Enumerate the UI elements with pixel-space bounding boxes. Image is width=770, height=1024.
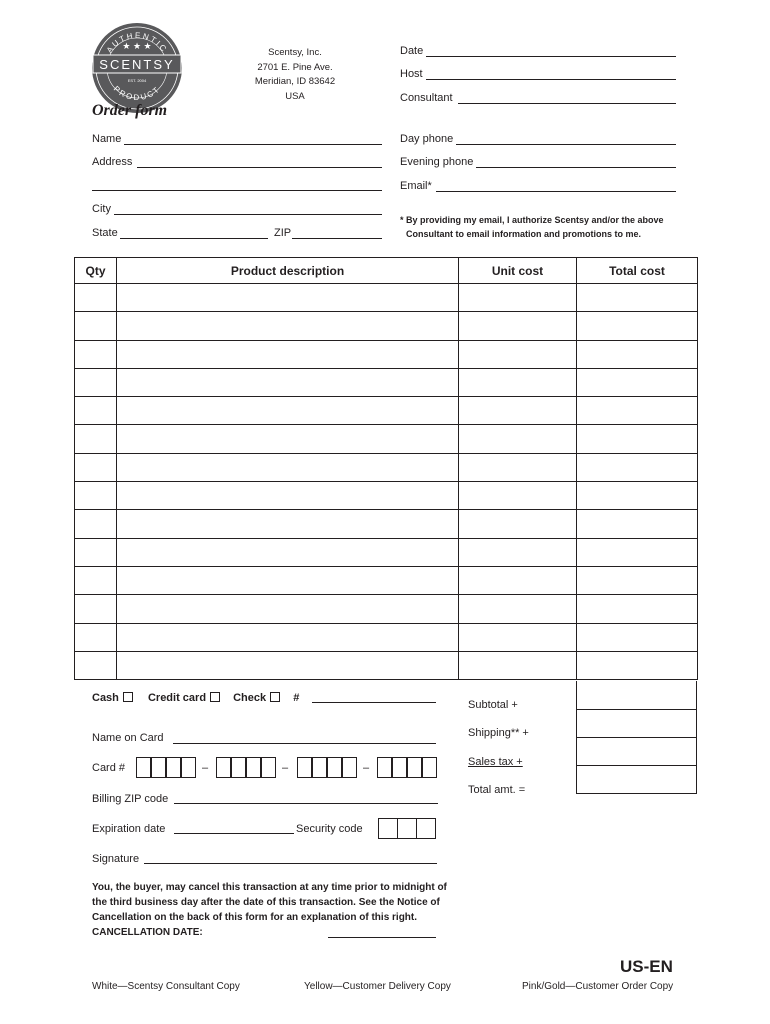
- address-line2-field[interactable]: [92, 190, 382, 191]
- card-digit-box[interactable]: [216, 757, 231, 778]
- product-description-cell[interactable]: [117, 368, 459, 396]
- qty-cell[interactable]: [75, 623, 117, 651]
- product-description-cell[interactable]: [117, 566, 459, 594]
- qty-cell[interactable]: [75, 595, 117, 623]
- card-digit-box[interactable]: [151, 757, 166, 778]
- table-row: [75, 595, 698, 623]
- cancellation-date-field[interactable]: [328, 937, 436, 938]
- total-cost-cell[interactable]: [577, 368, 698, 396]
- qty-cell[interactable]: [75, 312, 117, 340]
- day-phone-field[interactable]: [456, 144, 676, 145]
- total-cost-cell[interactable]: [577, 651, 698, 679]
- total-cost-cell[interactable]: [577, 453, 698, 481]
- scentsy-logo: [91, 22, 183, 114]
- table-row: [75, 538, 698, 566]
- qty-cell[interactable]: [75, 453, 117, 481]
- email-field[interactable]: [436, 191, 676, 192]
- address-field[interactable]: [137, 167, 382, 168]
- product-description-header: Product description: [117, 258, 459, 284]
- product-description-cell[interactable]: [117, 651, 459, 679]
- table-header-row: [75, 258, 698, 284]
- billing-zip-field[interactable]: [174, 803, 438, 804]
- sales-tax-label: Sales tax +: [468, 756, 523, 768]
- consultant-field[interactable]: [458, 103, 676, 104]
- zip-field[interactable]: [292, 238, 382, 239]
- logo-top-text: AUTHENTIC: [104, 30, 170, 55]
- date-field[interactable]: [426, 56, 676, 57]
- total-cost-cell[interactable]: [577, 482, 698, 510]
- total-cost-cell[interactable]: [577, 312, 698, 340]
- name-on-card-label: Name on Card: [92, 732, 164, 744]
- card-digit-box[interactable]: [261, 757, 276, 778]
- table-row: [75, 482, 698, 510]
- total-cost-cell[interactable]: [577, 623, 698, 651]
- svg-text:★ ★ ★: ★ ★ ★: [122, 41, 152, 51]
- qty-cell[interactable]: [75, 651, 117, 679]
- total-cost-cell[interactable]: [577, 284, 698, 312]
- signature-label: Signature: [92, 853, 140, 865]
- check-label: Check: [233, 692, 267, 704]
- unit-cost-cell[interactable]: [459, 651, 577, 679]
- billing-zip-label: Billing ZIP code: [92, 793, 169, 805]
- total-cost-cell[interactable]: [577, 425, 698, 453]
- subtotal-box[interactable]: [576, 681, 697, 710]
- card-digit-box[interactable]: [246, 757, 261, 778]
- table-row: [75, 651, 698, 679]
- total-amount-box[interactable]: [576, 765, 697, 794]
- address-label: Address: [92, 156, 133, 168]
- cash-checkbox[interactable]: [123, 692, 133, 702]
- cancellation-text: You, the buyer, may cancel this transaction at any time prior to midnight of the third business day after the date of this transaction. See the Notice of Cancellation on the back of this form for an explanation of this right. CANCELLATION DATE:: [92, 882, 447, 938]
- table-row: [75, 397, 698, 425]
- unit-cost-cell[interactable]: [459, 312, 577, 340]
- logo-est: EST. 2004: [127, 78, 147, 83]
- product-description-cell[interactable]: [117, 397, 459, 425]
- total-cost-cell[interactable]: [577, 397, 698, 425]
- form-title: Order form: [92, 102, 168, 119]
- unit-cost-cell[interactable]: [459, 284, 577, 312]
- card-digit-box[interactable]: [231, 757, 246, 778]
- product-description-cell[interactable]: [117, 425, 459, 453]
- company-country: USA: [285, 90, 305, 102]
- unit-cost-cell[interactable]: [459, 368, 577, 396]
- unit-cost-cell[interactable]: [459, 453, 577, 481]
- city-field[interactable]: [114, 214, 382, 215]
- card-digit-box[interactable]: [166, 757, 181, 778]
- table-row: [75, 623, 698, 651]
- logo-bottom-text: PRODUCT: [111, 84, 163, 103]
- zip-label: ZIP: [274, 227, 292, 239]
- check-number-field[interactable]: [312, 702, 436, 703]
- qty-cell[interactable]: [75, 284, 117, 312]
- check-checkbox[interactable]: [270, 692, 280, 702]
- state-label: State: [92, 227, 118, 239]
- security-code-box-1[interactable]: [378, 818, 398, 839]
- card-separator: –: [202, 762, 209, 774]
- product-description-cell[interactable]: [117, 284, 459, 312]
- table-row: [75, 284, 698, 312]
- card-digit-box[interactable]: [342, 757, 357, 778]
- footer-pink-copy: Pink/Gold—Customer Order Copy: [522, 981, 674, 992]
- card-digit-box[interactable]: [136, 757, 151, 778]
- table-row: [75, 340, 698, 368]
- qty-header: Qty: [75, 258, 117, 284]
- qty-cell[interactable]: [75, 340, 117, 368]
- unit-cost-cell[interactable]: [459, 340, 577, 368]
- date-label: Date: [400, 45, 424, 57]
- qty-cell[interactable]: [75, 538, 117, 566]
- day-phone-label: Day phone: [400, 133, 454, 145]
- unit-cost-cell[interactable]: [459, 623, 577, 651]
- unit-cost-header: Unit cost: [459, 258, 577, 284]
- qty-cell[interactable]: [75, 510, 117, 538]
- total-cost-header: Total cost: [577, 258, 698, 284]
- logo-brand: SCENTSY: [99, 57, 175, 72]
- host-field[interactable]: [426, 79, 676, 80]
- product-description-cell[interactable]: [117, 482, 459, 510]
- total-cost-cell[interactable]: [577, 340, 698, 368]
- card-digit-box[interactable]: [327, 757, 342, 778]
- unit-cost-cell[interactable]: [459, 482, 577, 510]
- subtotal-label: Subtotal +: [468, 699, 518, 711]
- product-description-cell[interactable]: [117, 623, 459, 651]
- table-row: [75, 425, 698, 453]
- locale-code: US-EN: [620, 957, 673, 976]
- credit-card-checkbox[interactable]: [210, 692, 220, 702]
- card-separator: –: [282, 762, 289, 774]
- consultant-label: Consultant: [400, 92, 453, 104]
- qty-cell[interactable]: [75, 425, 117, 453]
- product-description-cell[interactable]: [117, 312, 459, 340]
- name-on-card-field[interactable]: [173, 743, 436, 744]
- sales-tax-box[interactable]: [576, 737, 697, 766]
- total-cost-cell[interactable]: [577, 510, 698, 538]
- qty-cell[interactable]: [75, 397, 117, 425]
- signature-field[interactable]: [144, 863, 437, 864]
- security-code-label: Security code: [296, 823, 363, 835]
- qty-cell[interactable]: [75, 482, 117, 510]
- expiration-field[interactable]: [174, 833, 294, 834]
- evening-phone-field[interactable]: [476, 167, 676, 168]
- name-field[interactable]: [124, 144, 382, 145]
- evening-phone-label: Evening phone: [400, 156, 474, 168]
- product-description-cell[interactable]: [117, 595, 459, 623]
- product-description-cell[interactable]: [117, 340, 459, 368]
- cash-label: Cash: [92, 692, 119, 704]
- table-row: [75, 368, 698, 396]
- total-cost-cell[interactable]: [577, 538, 698, 566]
- card-digit-box[interactable]: [392, 757, 407, 778]
- total-amount-label: Total amt. =: [468, 784, 526, 796]
- card-digit-box[interactable]: [377, 757, 392, 778]
- email-note-line1: * By providing my email, I authorize Scentsy and/or the above: [400, 215, 664, 225]
- footer-white-copy: White—Scentsy Consultant Copy: [92, 981, 240, 992]
- order-items-table: [74, 257, 698, 680]
- company-street: 2701 E. Pine Ave.: [257, 61, 333, 73]
- card-digit-box[interactable]: [181, 757, 196, 778]
- email-note-line2: Consultant to email information and promotions to me.: [406, 228, 642, 239]
- unit-cost-cell[interactable]: [459, 510, 577, 538]
- footer-yellow-copy: Yellow—Customer Delivery Copy: [304, 981, 451, 992]
- table-row: [75, 510, 698, 538]
- cancellation-notice: [92, 880, 452, 940]
- company-city: Meridian, ID 83642: [254, 76, 336, 87]
- qty-cell[interactable]: [75, 368, 117, 396]
- unit-cost-cell[interactable]: [459, 538, 577, 566]
- table-row: [75, 566, 698, 594]
- state-field[interactable]: [120, 238, 268, 239]
- host-label: Host: [400, 68, 423, 80]
- product-description-cell[interactable]: [117, 510, 459, 538]
- company-address: [240, 46, 350, 104]
- security-code-box-3[interactable]: [416, 818, 436, 839]
- name-label: Name: [92, 133, 122, 145]
- payment-methods: [92, 692, 299, 705]
- total-cost-cell[interactable]: [577, 566, 698, 594]
- product-description-cell[interactable]: [117, 538, 459, 566]
- card-separator: –: [363, 762, 370, 774]
- table-row: [75, 312, 698, 340]
- table-row: [75, 453, 698, 481]
- expiration-label: Expiration date: [92, 823, 166, 835]
- product-description-cell[interactable]: [117, 453, 459, 481]
- card-digit-box[interactable]: [407, 757, 422, 778]
- email-label: Email*: [400, 180, 432, 192]
- company-name: Scentsy, Inc.: [268, 47, 322, 58]
- unit-cost-cell[interactable]: [459, 595, 577, 623]
- shipping-label: Shipping** +: [468, 727, 529, 739]
- email-consent-note: [400, 214, 664, 241]
- card-number-label: Card #: [92, 762, 126, 774]
- unit-cost-cell[interactable]: [459, 425, 577, 453]
- unit-cost-cell[interactable]: [459, 397, 577, 425]
- city-label: City: [92, 203, 111, 215]
- card-digit-box[interactable]: [422, 757, 437, 778]
- total-cost-cell[interactable]: [577, 595, 698, 623]
- qty-cell[interactable]: [75, 566, 117, 594]
- check-number-label: #: [293, 692, 300, 704]
- unit-cost-cell[interactable]: [459, 566, 577, 594]
- shipping-box[interactable]: [576, 709, 697, 738]
- security-code-box-2[interactable]: [397, 818, 417, 839]
- card-digit-box[interactable]: [312, 757, 327, 778]
- card-digit-box[interactable]: [297, 757, 312, 778]
- credit-card-label: Credit card: [147, 692, 207, 704]
